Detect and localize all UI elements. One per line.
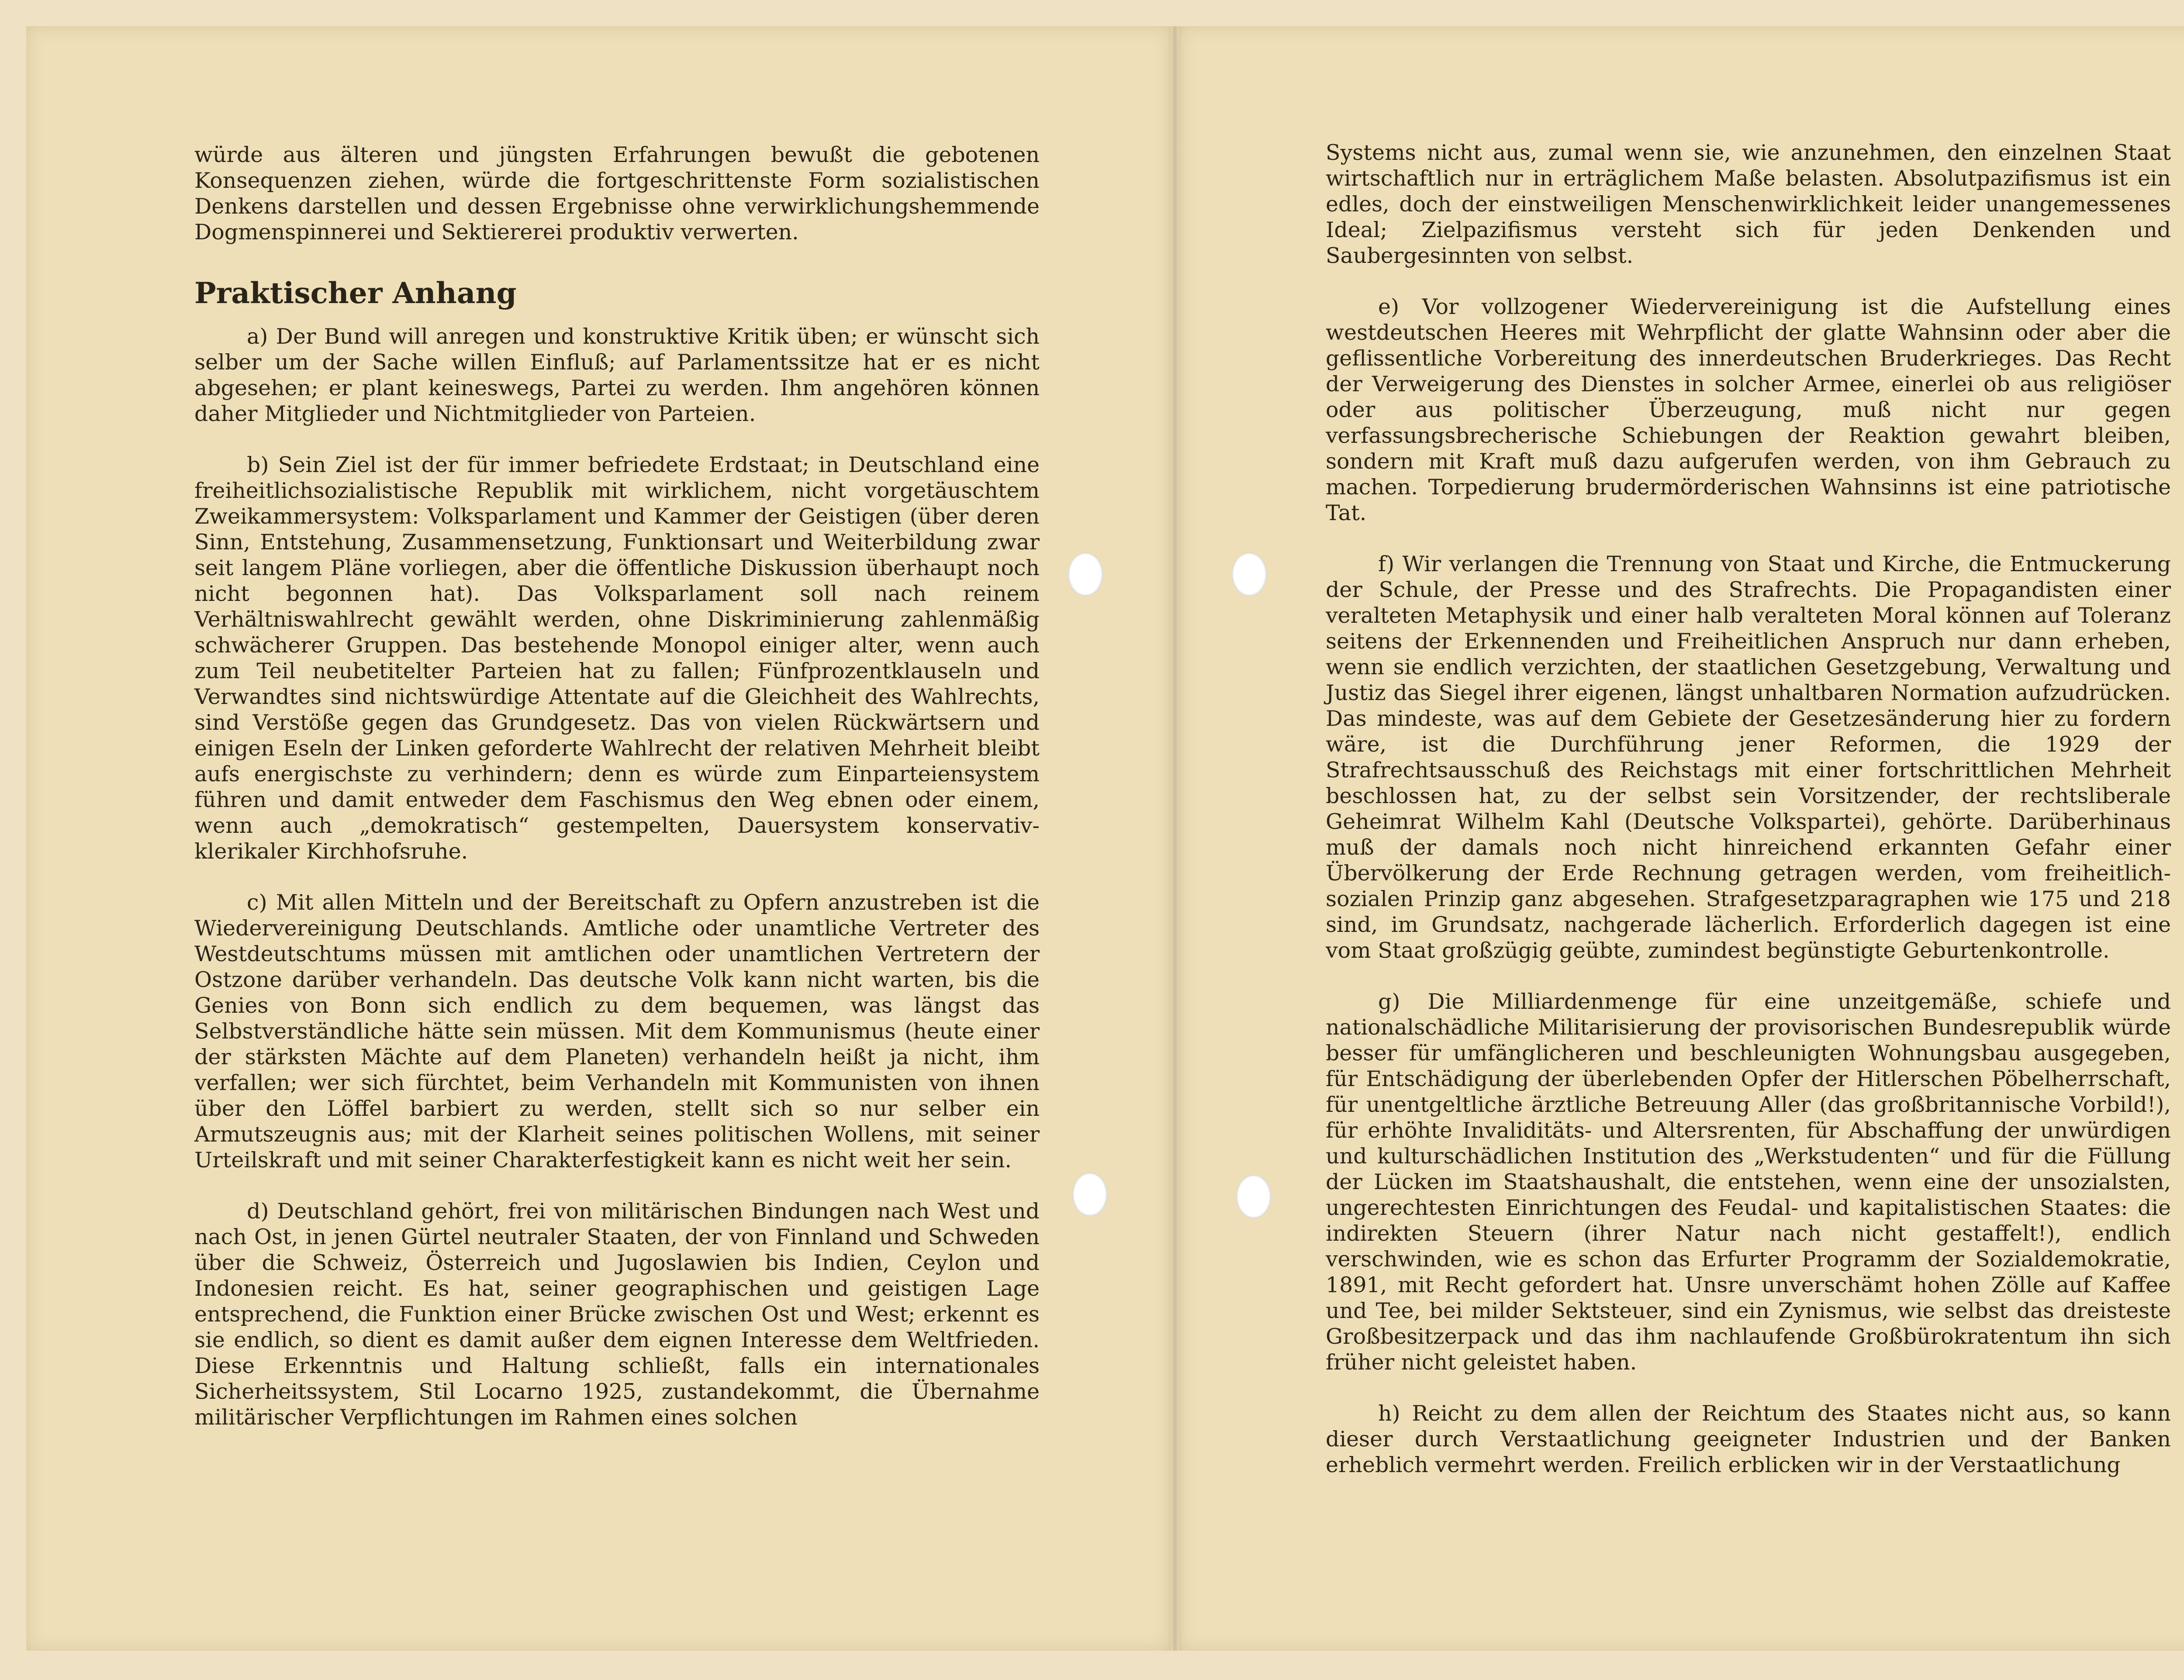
paragraph-f: f) Wir verlangen die Trennung von Staat und Kirche, die Entmuckerung der Schule, der Presse und des Strafrechts. Die Propagandisten einer veralteten Metaphysik und einer halb veralteten Moral können auf Toleranz seitens der Erkennenden und Freiheitlichen Anspruch nur dann erheben, wenn sie endlich verzichten, der staatlichen Gesetzgebung, Verwaltung und Justiz das Siegel ihrer eigenen, längst unhaltbaren Normation aufzudrücken. Das mindeste, was auf dem Gebiete der Gesetzesänderung hier zu fordern wäre, ist die Durchführung jener Reformen, die 1929 der Strafrechtsausschuß des Reichstags mit einer fortschrittlichen Mehrheit beschlossen hat, zu der selbst sein Vorsitzender, der rechtsliberale Geheimrat Wilhelm Kahl (Deutsche Volkspartei), gehörte. Darüberhinaus muß der damals noch nicht hinreichend erkannten Gefahr einer Übervölkerung der Erde Rechnung getragen werden, vom freiheitlich-sozialen Prinzip ganz abgesehen. Strafgesetzparagraphen wie 175 und 218 sind, im Grundsatz, nachgerade lächerlich. Erforderlich dagegen ist eine vom Staat großzügig geübte, zumindest begünstigte Geburtenkontrolle. xyxy=(1326,552,2171,963)
paragraph-g: g) Die Milliardenmenge für eine unzeitgemäße, schiefe und nationalschädliche Militarisierung der provisorischen Bundesrepublik würde besser für umfänglicheren und beschleunigten Wohnungsbau ausgegeben, für Entschädigung der überlebenden Opfer der Hitlerschen Pöbelherrschaft, für unentgeltliche ärztliche Betreuung Aller (das großbritannische Vorbild!), für erhöhte Invaliditäts- und Altersrenten, für Abschaffung der unwürdigen und kulturschädlichen Institution des „Werkstudenten“ und für die Füllung der Lücken im Staatshaushalt, die entstehen, wenn eine der unsozialsten, ungerechtesten Einrichtungen des Feudal- und kapitalistischen Staates: die indirekten Steuern (ihrer Natur nach nicht gestaffelt!), endlich verschwinden, wie es schon das Erfurter Programm der Sozialdemokratie, 1891, mit Recht gefordert hat. Unsre unverschämt hohen Zölle auf Kaffee und Tee, bei milder Sektsteuer, sind ein Zynismus, wie selbst das dreisteste Großbesitzerpack und das ihm nachlaufende Großbürokratentum ihn sich früher nicht geleistet haben. xyxy=(1326,989,2171,1375)
punch-hole-left-upper xyxy=(1068,552,1103,596)
right-intro-paragraph: Systems nicht aus, zumal wenn sie, wie anzunehmen, den einzelnen Staat wirtschaftlich nur in erträglichem Maße belasten. Absolutpazifismus ist ein edles, doch der einstweiligen Menschenwirklichkeit leider unangemessenes Ideal; Zielpazifismus versteht sich für jeden Denkenden und Saubergesinnten von selbst. xyxy=(1326,140,2171,268)
center-fold xyxy=(1168,26,1182,1651)
punch-hole-right-upper xyxy=(1232,552,1267,596)
punch-hole-right-lower xyxy=(1236,1175,1271,1218)
left-text-column xyxy=(194,142,1040,1456)
paragraph-b: b) Sein Ziel ist der für immer befriedete Erdstaat; in Deutschland eine freiheitlichsozialistische Republik mit wirklichem, nicht vorgetäuschtem Zweikammersystem: Volksparlament und Kammer der Geistigen (über deren Sinn, Entstehung, Zusammensetzung, Funktionsart und Weiterbildung zwar seit langem Pläne vorliegen, aber die öffentliche Diskussion überhaupt noch nicht begonnen hat). Das Volksparlament soll nach reinem Verhältniswahlrecht gewählt werden, ohne Diskriminierung zahlenmäßig schwächerer Gruppen. Das bestehende Monopol einiger alter, wenn auch zum Teil neubetitelter Parteien hat zu fallen; Fünfprozentklauseln und Verwandtes sind nichtswürdige Attentate auf die Gleichheit des Wahlrechts, sind Verstöße gegen das Grundgesetz. Das von vielen Rückwärtsern und einigen Eseln der Linken geforderte Wahlrecht der relativen Mehrheit bleibt aufs energischste zu verhindern; denn es würde zum Einparteiensystem führen und damit entweder dem Faschismus den Weg ebnen oder einem, wenn auch „demokratisch“ gestempelten, Dauersystem konservativ-klerikaler Kirchhofsruhe. xyxy=(194,452,1040,864)
left-intro-paragraph: würde aus älteren und jüngsten Erfahrungen bewußt die gebotenen Konsequenzen ziehen, würde die fortgeschrittenste Form sozialistischen Denkens darstellen und dessen Ergebnisse ohne verwirklichungshemmende Dogmenspinnerei und Sektiererei produktiv verwerten. xyxy=(194,142,1040,245)
right-text-column xyxy=(1326,140,2171,1503)
paragraph-d: d) Deutschland gehört, frei von militärischen Bindungen nach West und nach Ost, in jenen Gürtel neutraler Staaten, der von Finnland und Schweden über die Schweiz, Österreich und Jugoslawien bis Indien, Ceylon und Indonesien reicht. Es hat, seiner geographischen und geistigen Lage entsprechend, die Funktion einer Brücke zwischen Ost und West; erkennt es sie endlich, so dient es damit außer dem eignen Interesse dem Weltfrieden. Diese Erkenntnis und Haltung schließt, falls ein internationales Sicherheitssystem, Stil Locarno 1925, zustandekommt, die Übernahme militärischer Verpflichtungen im Rahmen eines solchen xyxy=(194,1199,1040,1430)
punch-hole-left-lower xyxy=(1072,1173,1107,1216)
paragraph-c: c) Mit allen Mitteln und der Bereitschaft zu Opfern anzustreben ist die Wiedervereinigung Deutschlands. Amtliche oder unamtliche Vertreter des Westdeutschtums müssen mit amtlichen oder unamtlichen Vertretern der Ostzone darüber verhandeln. Das deutsche Volk kann nicht warten, bis die Genies von Bonn sich endlich zu dem bequemen, was längst das Selbstverständliche hätte sein müssen. Mit dem Kommunismus (heute einer der stärksten Mächte auf dem Planeten) verhandeln heißt ja nicht, ihm verfallen; wer sich fürchtet, beim Verhandeln mit Kommunisten von ihnen über den Löffel barbiert zu werden, stellt sich so nur selber ein Armutszeugnis aus; mit der Klarheit seines politischen Wollens, mit seiner Urteilskraft und mit seiner Charakterfestigkeit kann es nicht weit her sein. xyxy=(194,890,1040,1173)
paragraph-a: a) Der Bund will anregen und konstruktive Kritik üben; er wünscht sich selber um der Sache willen Einfluß; auf Parlamentssitze hat er es nicht abgesehen; er plant keineswegs, Partei zu werden. Ihm angehören können daher Mitglieder und Nichtmitglieder von Parteien. xyxy=(194,324,1040,426)
paragraph-e: e) Vor vollzogener Wiedervereinigung ist die Aufstellung eines westdeutschen Heeres mit Wehrpflicht der glatte Wahnsinn oder aber die geflissentliche Vorbereitung des innerdeutschen Bruderkrieges. Das Recht der Verweigerung des Dienstes in solcher Armee, einerlei ob aus religiöser oder aus politischer Überzeugung, muß nicht nur gegen verfassungsbrecherische Schiebungen der Reaktion gewahrt bleiben, sondern mit Kraft muß dazu aufgerufen werden, von ihm Gebrauch zu machen. Torpedierung brudermörderischen Wahnsinns ist eine patriotische Tat. xyxy=(1326,294,2171,525)
paragraph-h: h) Reicht zu dem allen der Reichtum des Staates nicht aus, so kann dieser durch Verstaatlichung geeigneter Industrien und der Banken erheblich vermehrt werden. Freilich erblicken wir in der Verstaatlichung xyxy=(1326,1401,2171,1477)
section-heading: Praktischer Anhang xyxy=(194,276,517,310)
